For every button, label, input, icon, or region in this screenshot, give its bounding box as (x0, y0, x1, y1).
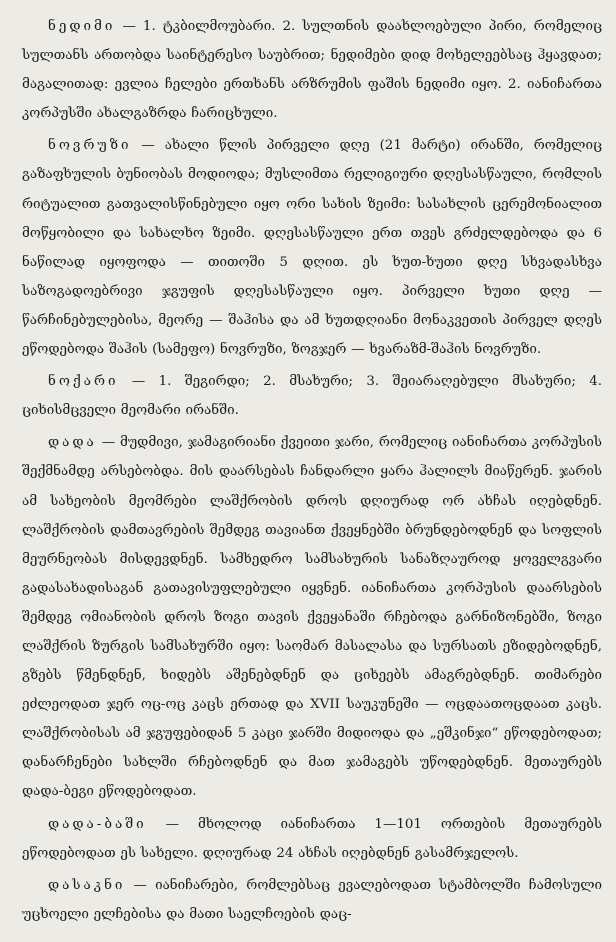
entry-definition: — იანიჩარები, რომლებსაც ევალებოდათ სტამბოლში ჩამოსული უცხოელი ელჩებისა და მათი საელჩოების დაც- (22, 877, 602, 922)
dictionary-entry-dada (22, 428, 602, 806)
entry-definition: — 1. შეგირდი; 2. მსახური; 3. შეიარაღებული მსახური; 4. ციხისმცველი მეომარი ირანში. (22, 374, 602, 419)
entry-definition: — მხოლოდ იანიჩართა 1—101 ორთების მეთაურებს ეწოდებოდათ ეს სახელი. დღიურად 24 ახჩას იღებდნენ გასამრჯელოს. (22, 816, 602, 861)
entry-term: დადა (48, 435, 97, 451)
entry-definition: — 1. ტკბილმოუბარი. 2. სულთნის დაახლოებული პირი, რომელიც სულთანს ართობდა საინტერესო საუბრით; ნედიმები დიდ მოხელეებსაც ჰყავდათ; მაგალითად: ევლია ჩელები ერთხანს არზრუმის ფაშის ნედიმი იყო. 2. იანიჩართა კორპუსში ახალგაზრდა ჩარიცხული. (22, 19, 602, 122)
dictionary-entry-dasakni (22, 871, 602, 929)
dictionary-entry-nedimi (22, 12, 602, 128)
dictionary-entry-novruzi (22, 131, 602, 364)
dictionary-entry-dada-bashi (22, 810, 602, 868)
dictionary-entry-nokari (22, 367, 602, 425)
entry-term: დასაკნი (48, 877, 126, 893)
entry-definition: — მუდმივი, ჯამაგირიანი ქვეითი ჯარი, რომელიც იანიჩართა კორპუსის შექმნამდე არსებობდა. მის დაარსებას ჩანდარლი ყარა ჰალილს მიაწერენ. ჯარის ამ სახეობის მეომრები ლაშქრობის დროს დღიურად ორ ახჩას იღებდნენ. ლაშქრობის დამთავრების შემდეგ თავიანთ ქვეყნებში ბრუნდებოდნენ და სოფლის მეურნეობას მისდევდნენ. სამხედრო სამსახურის სანაზღაუროდ ყოველგვარი გადასახადისაგან გათავისუფლებული იყვნენ. იანიჩართა კორპუსის დაარსების შემდეგ ომიანობის დროს ზოგი თავის ქვეყანაში რჩებოდა გარნიზონებში, ზოგი ლაშქრის ზურგის სამსახურში იყო: საომარ მასალასა და სურსათს ეზიდებოდნენ, გზებს წმენდნენ, ხიდებს აშენებდნენ და ციხეებს ამაგრებდნენ. თიმარები ეძლეოდათ ჯერ ოც-ოც კაცს ერთად და XVII საუკუნეში — ოცდაათოცდაათ კაცს. ლაშქრობისას ამ ჯგუფებიდან 5 კაცი ჯარში მიდიოდა და „ეშკინჯი“ ეწოდებოდათ; დანარჩენები სახლში რჩებოდნენ და მათ ჯამაგებს უწოდებდნენ. მეთაურებს დადა-ბეგი ეწოდებოდათ. (22, 435, 602, 800)
entry-term: ნოქარი (48, 374, 119, 390)
entry-term: ნედიმი (48, 19, 116, 34)
entry-term: ნოვრუზი (48, 138, 132, 154)
entry-definition: — ახალი წლის პირველი დღე (21 მარტი) ირანში, რომელიც გაზაფხულის ბუნიობას მოდიოდა; მუსლიმთა რელიგიური დღესასწაული, რომლის რიტუალით გათვალისწინებული იყო ორი სახის ზეიმი: სასახლის ცერემონიალით მოწყობილი და სახალხო ზეიმი. დღესასწაული ერთ თვეს გრძელდებოდა და 6 ნაწილად იყოფოდა — თითოში 5 დღით. ეს ხუთ-ხუთი დღე სხვადასხვა საზოგადოებრივი ჯგუფის დღესასწაული იყო. პირველი ხუთი დღე — წარჩინებულებისა, მეორე — შაჰისა და ამ ხუთდღიანი მონაკვეთის პირველ დღეს ეწოდებოდა შაჰის (სამეფო) ნოვრუზი, ზოგჯერ — ხვარაზმ-შაჰის ნოვრუზი. (22, 138, 602, 358)
entry-term: დადა-ბაში (48, 816, 147, 832)
